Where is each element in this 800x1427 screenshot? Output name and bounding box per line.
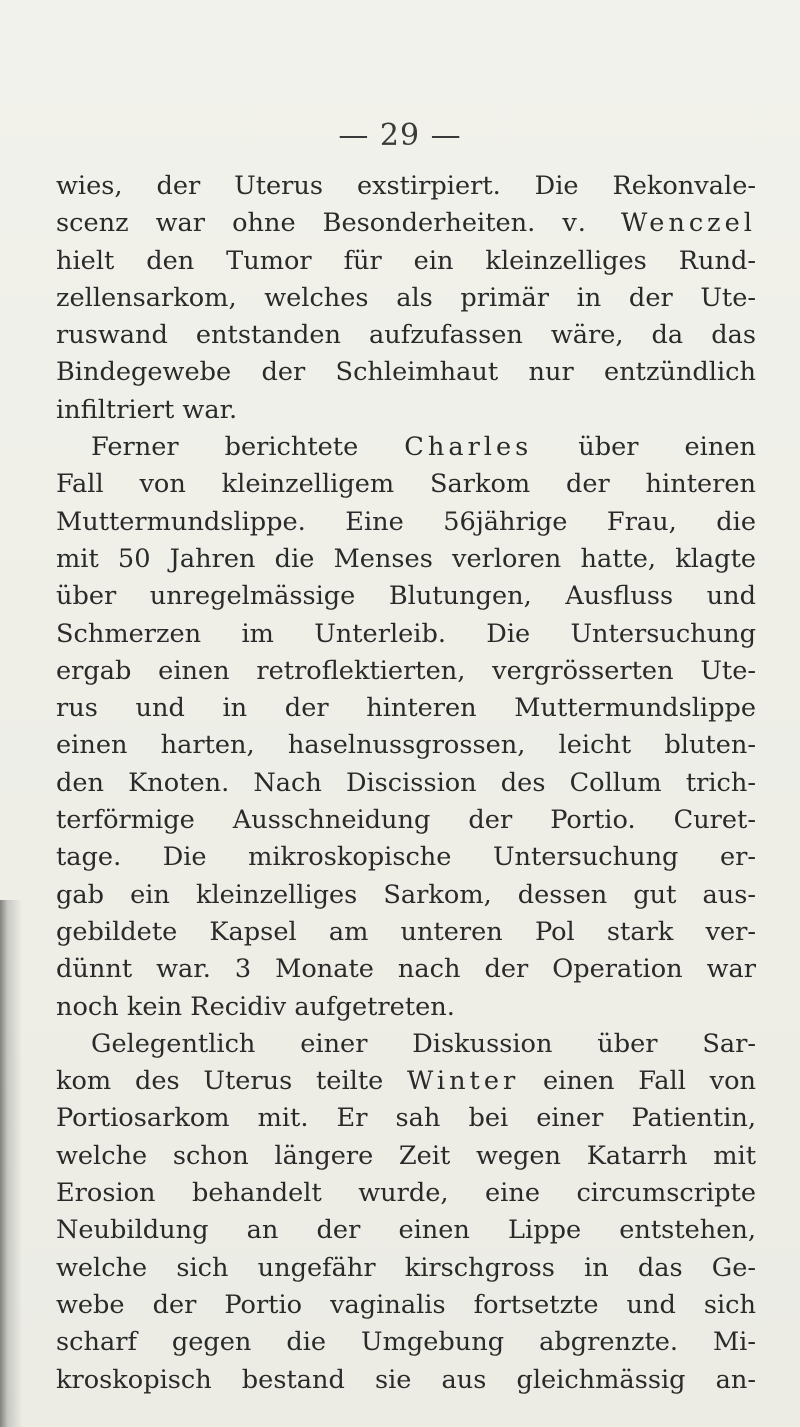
author-name-winter: Winter <box>407 1066 520 1097</box>
text-line: Schmerzen im Unterleib. Die Untersuchung <box>56 618 756 649</box>
text-line: einen harten, haselnussgrossen, leicht bluten- <box>56 730 756 761</box>
text-line <box>56 205 756 242</box>
text-line: ergab einen retroflektierten, vergrösserten Ute- <box>56 655 756 686</box>
text-segment: Ferner <box>91 432 179 463</box>
text-segment: kom des Uterus teilte <box>56 1066 384 1097</box>
text-line: Muttermundslippe. Eine 56jährige Frau, die <box>56 506 756 537</box>
text-line: zellensarkom, welches als primär in der Ute- <box>56 282 756 313</box>
text-line: rus und in der hinteren Muttermundslippe <box>56 693 756 724</box>
text-line: Erosion behandelt wurde, eine circumscripte <box>56 1178 756 1209</box>
text-line: welche schon längere Zeit wegen Katarrh mit <box>56 1140 756 1171</box>
text-line: tage. Die mikroskopische Untersuchung er- <box>56 842 756 873</box>
text-segment: scenz war ohne Besonderheiten. <box>56 208 536 239</box>
text-line <box>56 429 756 466</box>
page-number: — 29 — <box>338 118 462 153</box>
page-binding-shadow <box>0 900 22 1427</box>
text-line: gebildete Kapsel am unteren Pol stark ver- <box>56 916 756 947</box>
text-line: den Knoten. Nach Discission des Collum trich- <box>56 767 756 798</box>
text-line: über unregelmässige Blutungen, Ausfluss und <box>56 581 756 612</box>
text-line: Bindegewebe der Schleimhaut nur entzündlich <box>56 357 756 388</box>
text-segment: berichtete <box>224 432 359 463</box>
text-line: Fall von kleinzelligem Sarkom der hinteren <box>56 469 756 500</box>
text-line: infiltriert war. <box>56 394 238 425</box>
text-line: ruswand entstanden aufzufassen wäre, da das <box>56 320 756 351</box>
text-line: terförmige Ausschneidung der Portio. Curet- <box>56 805 756 836</box>
text-line: Neubildung an der einen Lippe entstehen, <box>56 1215 756 1246</box>
author-name-wenczel: v. Wenczel <box>562 208 756 239</box>
text-segment: einen Fall von <box>543 1066 757 1097</box>
text-line: Gelegentlich einer Diskussion über Sar- <box>91 1028 756 1059</box>
text-line: wies, der Uterus exstirpiert. Die Rekonvale- <box>56 171 756 201</box>
text-line: scharf gegen die Umgebung abgrenzte. Mi- <box>56 1327 756 1358</box>
body-text <box>56 168 756 1399</box>
text-line: dünnt war. 3 Monate nach der Operation war <box>56 954 756 985</box>
text-line: Portiosarkom mit. Er sah bei einer Patientin, <box>56 1103 756 1134</box>
text-line: hielt den Tumor für ein kleinzelliges Rund- <box>56 245 756 276</box>
text-line: kroskopisch bestand sie aus gleichmässig an- <box>56 1364 756 1395</box>
text-segment: über einen <box>578 432 756 463</box>
text-line: welche sich ungefähr kirschgross in das Ge- <box>56 1252 756 1283</box>
text-line: mit 50 Jahren die Menses verloren hatte, klagte <box>56 543 756 574</box>
text-line: webe der Portio vaginalis fortsetzte und sich <box>56 1289 756 1320</box>
text-line: noch kein Recidiv aufgetreten. <box>56 991 455 1022</box>
text-line <box>56 1063 756 1100</box>
text-line: gab ein kleinzelliges Sarkom, dessen gut aus- <box>56 879 756 910</box>
author-name-charles: Charles <box>404 432 533 463</box>
